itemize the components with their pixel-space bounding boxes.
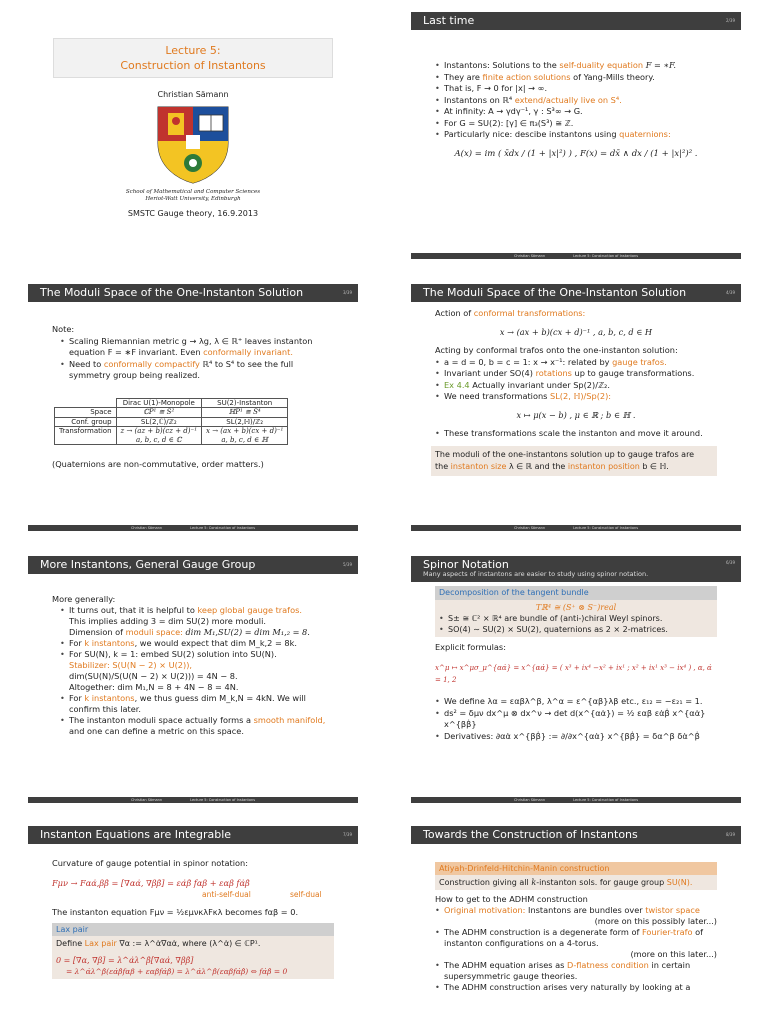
page-number: 8/39 (726, 832, 735, 837)
bullet-list (60, 605, 334, 737)
self-dual-label: self-dual (290, 890, 322, 899)
slide-header (411, 826, 741, 844)
slide-moduli-space-2 (411, 284, 741, 531)
slide-body (411, 582, 741, 742)
slide-body (411, 844, 741, 993)
slide-body (411, 302, 741, 476)
formula: x^μ ↦ x^μσ_μ^{αα̇} = x^{αα̇} = ( x³ + ix⁴ −x² + ix¹ ; x² + ix¹ x³ − ix⁴ ) , α, α̇ = 1, 2 (435, 664, 712, 684)
list-item: • SO(4) ∼ SU(2) × SU(2), quaternions as 2 × 2-matrices. (439, 624, 713, 635)
slide-title: The Moduli Space of the One-Instanton Solution (40, 286, 304, 299)
slide-spinor-notation (411, 556, 741, 803)
page-number: 2/39 (726, 18, 735, 23)
block-body (435, 600, 717, 637)
bullet-list (435, 60, 717, 141)
note-label: Note: (52, 324, 75, 334)
page-number: 4/39 (726, 290, 735, 295)
bullet-list (435, 428, 717, 440)
list-item: • For k instantons, we thus guess dim M_k,N = 4kN. We will confirm this later. (60, 693, 334, 715)
slide-footer: Christian Sämann Lecture 5: Construction of Instantons (28, 797, 358, 803)
formula: Fμν → Fαα̇,ββ̇ = [∇αα̇, ∇ββ̇] = εα̇β̇ fαβ + εαβ fα̇β̇ (52, 877, 250, 888)
list-item: • a = d = 0, b = c = 1: x → x⁻¹: related by gauge trafos. (435, 357, 717, 369)
list-item: • It turns out, that it is helpful to keep global gauge trafos. This implies adding 3 = dim SU(2) more moduli. Dimension of moduli space: dim M₁,SU(2) = dim M₁,₂ = 8. (60, 605, 334, 638)
formula: 0 = [∇α, ∇β] = λ^α̇λ^β̇[∇αα̇, ∇ββ̇] (56, 956, 194, 965)
formula: x → (ax + b)(cx + d)⁻¹ , a, b, c, d ∈ H (499, 326, 653, 337)
footnote: (Quaternions are non-commutative, order matters.) (52, 459, 264, 469)
list-item: • Instantons on ℝ⁴ extend/actually live on S⁴. (435, 95, 717, 107)
paragraph: Define Lax pair ∇α := λ^α̇∇αα̇, where (λ^α̇) ∈ ℂP¹. (56, 939, 261, 948)
slide-body (28, 574, 358, 737)
list-item: • Need to conformally compactify ℝ⁴ to S⁴ to see the full symmetry group being realized. (60, 359, 334, 382)
bullet-list (435, 696, 717, 742)
list-item: • The instanton moduli space actually forms a smooth manifold, and one can define a metric on this space. (60, 715, 334, 737)
table-row: Transformation z → (az + b)(cz + d)⁻¹ x → (ax + b)(cx + d)⁻¹ (55, 427, 288, 436)
slide-body (411, 30, 741, 160)
list-item: • They are finite action solutions of Yang-Mills theory. (435, 72, 717, 84)
lax-pair-block (52, 923, 334, 980)
formula: x ↦ μ(x − b) , μ ∈ ℝ ; b ∈ ℍ . (516, 409, 636, 420)
slide-title (28, 12, 358, 259)
university-crest-icon (156, 105, 230, 185)
paragraph: Acting by conformal trafos onto the one-instanton solution: (435, 345, 678, 355)
block-body: Construction giving all k-instanton sols. for gauge group SU(N). (435, 875, 717, 890)
slide-title: Instanton Equations are Integrable (40, 828, 232, 841)
title-box (53, 38, 333, 78)
slide-integrable (28, 826, 358, 1024)
slide-header (411, 284, 741, 302)
table-row: a, b, c, d ∈ ℂ a, b, c, d ∈ ℍ (55, 436, 288, 445)
formula: A(x) = im ( x̄dx / (1 + |x|²) ) , F(x) = dx̄ ∧ dx / (1 + |x|²)² . (454, 148, 698, 159)
list-item: • Derivatives: ∂αα̇ x^{ββ̇} := ∂/∂x^{αα̇} x^{ββ̇} = δα^β δα̇^β̇ (435, 731, 717, 743)
slide-title: The Moduli Space of the One-Instanton Solution (423, 286, 687, 299)
slide-footer: Christian Sämann Lecture 5: Construction of Instantons (411, 525, 741, 531)
slide-header (411, 556, 741, 582)
list-item: • S± ≅ ℂ² × ℝ⁴ are bundle of (anti-)chiral Weyl spinors. (439, 613, 713, 624)
block-title: Lax pair (52, 923, 334, 937)
formula: Tℝ⁴ ≅ (S⁺ ⊗ S⁻)real (535, 602, 617, 612)
table-row: Space ℂP¹ ≅ S² ℍP¹ ≅ S⁴ (55, 408, 288, 418)
slide-body (28, 302, 358, 471)
paragraph: Action of conformal transformations: (435, 308, 586, 318)
highlight-box (431, 446, 717, 476)
list-item: • Particularly nice: descibe instantons using quaternions: (435, 129, 717, 141)
list-item: • For k instantons, we would expect that dim M_k,2 = 8k. (60, 638, 334, 649)
bullet-list (435, 905, 717, 993)
list-item: • Invariant under SO(4) rotations up to gauge transformations. (435, 368, 717, 380)
list-item: • For SU(N), k = 1: embed SU(2) solution into SU(N). Stabilizer: S(U(N − 2) × U(2)), dim(SU(N)/S(U(N − 2) × U(2))) = 4N − 8. Altogether: dim M₁,N = 8 + 4N − 8 = 4N. (60, 649, 334, 693)
paragraph: Explicit formulas: (435, 641, 506, 652)
paragraph: The instanton equation Fμν = ½εμνκλFκλ becomes fαβ = 0. (52, 907, 299, 917)
bullet-list (435, 357, 717, 403)
list-item: • We define λα = εαβλ^β, λ^α = ε^{αβ}λβ etc., ε₁₂ = −ε₂₁ = 1. (435, 696, 717, 708)
lecture-number: Lecture 5: (165, 44, 221, 57)
anti-self-dual-label: anti-self-dual (202, 890, 251, 899)
list-item: • The ADHM equation arises as D-flatness condition in certain supersymmetric gauge theories. (435, 960, 717, 982)
list-item: • Scaling Riemannian metric g → λg, λ ∈ ℝ⁺ leaves instanton equation F = ∗F invariant. Even conformally invariant. (60, 336, 334, 359)
course-date: SMSTC Gauge theory, 16.9.2013 (127, 209, 259, 218)
paragraph: How to get to the ADHM construction (435, 894, 588, 904)
bullet-list (60, 336, 334, 382)
list-item: • These transformations scale the instanton and move it around. (435, 428, 717, 440)
slide-footer: Christian Sämann Lecture 5: Construction of Instantons (411, 797, 741, 803)
author: Christian Sämann (157, 90, 229, 99)
block-body (52, 936, 334, 979)
slide-header (411, 12, 741, 30)
block-title: Decomposition of the tangent bundle (435, 586, 717, 600)
slide-title: Towards the Construction of Instantons (423, 828, 638, 841)
slide-header (28, 826, 358, 844)
slide-footer: Christian Sämann Lecture 5: Construction of Instantons (411, 253, 741, 259)
slide-body (28, 844, 358, 979)
list-item: • The ADHM construction is a degenerate form of Fourier-trafo of instanton configurations on a 4-torus. (more on this later...) (435, 927, 717, 960)
slide-footer: Christian Sämann Lecture 5: Construction of Instantons (28, 525, 358, 531)
slide-header (28, 284, 358, 302)
lecture-title: Construction of Instantons (120, 59, 266, 72)
page-number: 3/39 (343, 290, 352, 295)
list-item: • Ex 4.4 Actually invariant under Sp(2)/ℤ₂. (435, 380, 717, 392)
list-item: • ds² = δμν dx^μ ⊗ dx^ν → det d(x^{αα̇}) = ½ εαβ εα̇β̇ x^{αα̇} x^{ββ̇} (435, 708, 717, 731)
list-item: • At infinity: A → γdγ⁻¹, γ : S³∞ → G. (435, 106, 717, 118)
page-number: 7/39 (343, 832, 352, 837)
aside-note: (more on this possibly later...) (594, 916, 717, 926)
slide-title: More Instantons, General Gauge Group (40, 558, 256, 571)
highlight-line: the instanton size λ ∈ ℝ and the instanton position b ∈ ℍ. (435, 461, 669, 471)
definition-block (435, 586, 717, 637)
aside-note: (more on this later...) (630, 949, 717, 959)
list-item: • We need transformations SL(2, ℍ)/Sp(2): (435, 391, 717, 403)
list-item: • For G = SU(2): [γ] ∈ π₃(S³) ≅ ℤ. (435, 118, 717, 130)
slide-header (28, 556, 358, 574)
affiliation-school: School of Mathematical and Computer Sciences (125, 189, 261, 195)
slide-subtitle: Many aspects of instantons are easier to study using spinor notation. (423, 570, 649, 578)
slide-last-time (411, 12, 741, 259)
slide-title: Last time (423, 14, 475, 27)
bullet-list (439, 613, 713, 635)
comparison-table (54, 398, 288, 446)
page-number: 5/39 (343, 562, 352, 567)
list-item: • Original motivation: Instantons are bundles over twistor space (more on this possibly later...) (435, 905, 717, 927)
affiliation (28, 189, 358, 203)
block-title: Atiyah-Drinfeld-Hitchin-Manin construction (435, 862, 717, 875)
table-header-row: Dirac U(1)-Monopole SU(2)-Instanton (55, 398, 288, 408)
affiliation-university: Heriot-Watt University, Edinburgh (145, 196, 241, 202)
slide-moduli-space-1 (28, 284, 358, 531)
slide-title: Spinor Notation (423, 558, 509, 571)
adhm-block (435, 862, 717, 890)
formula: = λ^α̇λ^β̇(εα̇β̇fαβ + εαβfα̇β̇) = λ^α̇λ^β̇(εαβfα̇β̇) ⇔ fα̇β̇ = 0 (66, 967, 288, 976)
paragraph: Curvature of gauge potential in spinor notation: (52, 858, 248, 868)
paragraph: More generally: (52, 594, 116, 604)
slide-more-instantons (28, 556, 358, 803)
table-row: Conf. group SL(2,ℂ)/ℤ₂ SL(2,ℍ)/ℤ₂ (55, 417, 288, 427)
list-item: • That is, F → 0 for |x| → ∞. (435, 83, 717, 95)
page-number: 6/39 (726, 560, 735, 565)
highlight-line: The moduli of the one-instantons solution up to gauge trafos are (435, 449, 695, 459)
slide-towards-construction (411, 826, 741, 1024)
list-item: • The ADHM construction arises very naturally by looking at a (435, 982, 717, 993)
list-item: • Instantons: Solutions to the self-duality equation F = ∗F. (435, 60, 717, 72)
brace-labels (52, 889, 334, 901)
